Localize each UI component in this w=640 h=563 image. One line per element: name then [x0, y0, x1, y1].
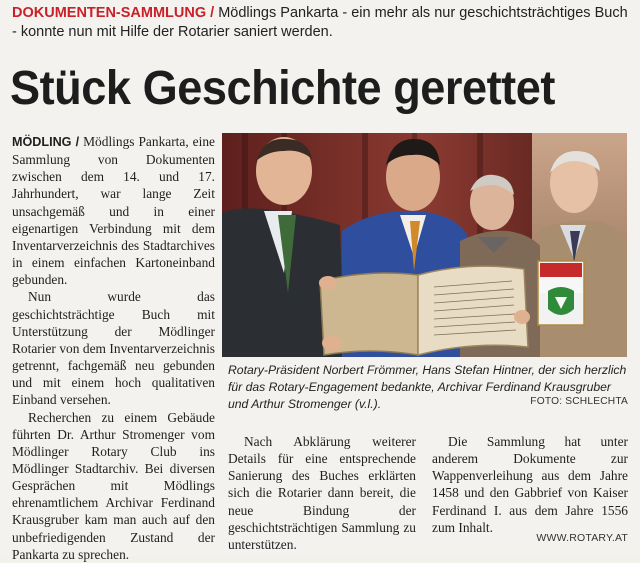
photo-credit: FOTO: SCHLECHTA [530, 396, 628, 407]
group-photo [222, 133, 627, 357]
article-paragraph [12, 133, 215, 288]
kicker-line [12, 4, 630, 42]
pankarta-book [320, 266, 528, 355]
dateline: MÖDLING / [12, 135, 80, 149]
article-column-right [432, 433, 628, 536]
kicker-label: DOKUMENTEN-SAMMLUNG [12, 5, 207, 21]
article-column-middle [228, 433, 416, 553]
paragraph-text: Mödlings Pankarta, eine Sammlung von Dokumenten zwischen dem 14. und 17. Jahrhundert, war lange Zeit unsachgemäß und in einer eigenartigen Verbindung mit dem Inventarverzeichnis des Stadtarchives in einem einfachen Kartoneinband gebunden. [12, 134, 215, 288]
article-paragraph: Die Sammlung hat unter anderem Dokumente zur Wappenverleihung aus dem Jahre 1458 und den Gabbrief von Kaiser Ferdinand I. aus dem Jahre 1556 zum Inhalt. [432, 434, 628, 535]
article-paragraph: Nun wurde das geschichtsträchtige Buch mit Unterstützung der Mödlinger Rotarier von dem Inventarverzeichnis getrennt, fachgemäß neu gebunden und mit einem hoch qualitativen Einband versehen. [12, 289, 215, 408]
kicker-separator: / [210, 5, 215, 21]
coat-of-arms-banner [538, 261, 584, 325]
photo-caption: Rotary-Präsident Norbert Frömmer, Hans Stefan Hintner, der sich herzlich für das Rotary-Engagement bedankte, Archivar Ferdinand Krausgruber und Arthur Stromenger (v.l.). [228, 363, 627, 411]
article-column-left [12, 133, 215, 563]
footer-url: WWW.ROTARY.AT [536, 532, 628, 544]
group-photo-illustration [222, 133, 627, 357]
article-paragraph: Nach Abklärung weiterer Details für eine entsprechende Sanierung des Buches erklärten sich die Rotarier dann bereit, die neue Bindung der geschichtsträchtigen Sammlung zu unterstützen. [228, 434, 416, 552]
kicker-text: Mödlings Pankarta - ein mehr als nur geschichtsträchtiges Buch - konnte nun mit Hilfe der Rotarier saniert werden. [12, 5, 628, 40]
headline: Stück Geschichte gerettet [10, 62, 555, 115]
article-paragraph: Recherchen zu einem Gebäude führten Dr. Arthur Stromenger vom Mödlinger Rotary Club ins Mödlinger Stadtarchiv. Bei diversen Gesprächen mit Mödlings ehrenamtlichem Archivar Ferdinand Krausgruber kam man auch auf den unbefriedigenden Zustand der Pankarta zu sprechen. [12, 409, 215, 562]
